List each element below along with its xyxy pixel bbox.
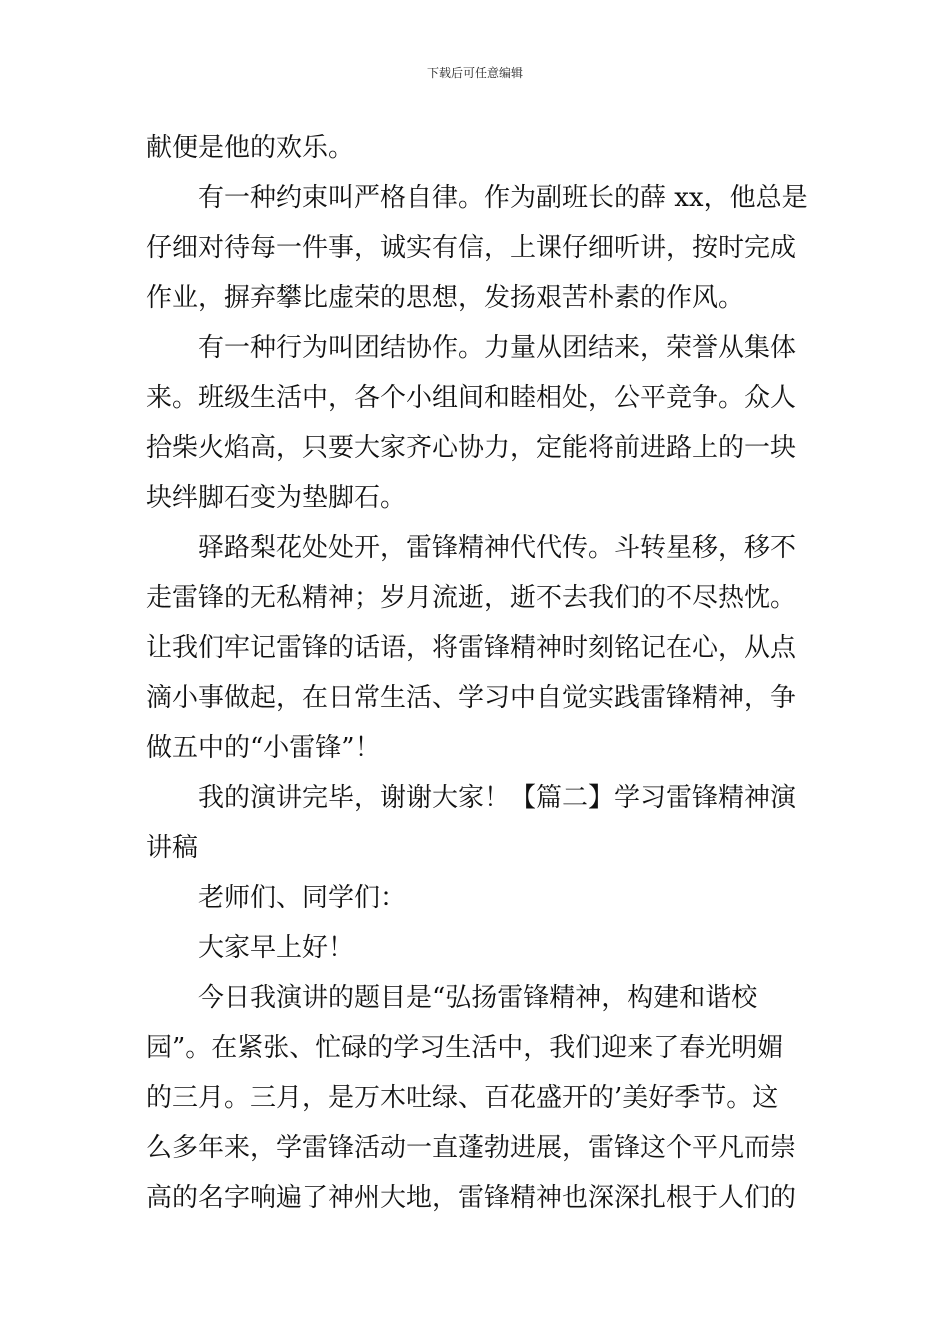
text-line: 我的演讲完毕，谢谢大家！【篇二】学习雷锋精神演 (198, 783, 797, 813)
text-line: 今日我演讲的题目是“弘扬雷锋精神，构建和谐校 (198, 983, 758, 1013)
text-line: 来。班级生活中，各个小组间和睦相处，公平竞争。众人 (146, 383, 797, 413)
text-line: 滴小事做起，在日常生活、学习中自觉实践雷锋精神，争 (146, 683, 797, 713)
text-line: 拾柴火焰高，只要大家齐心协力，定能将前进路上的一块 (146, 433, 797, 463)
text-line: 仔细对待每一件事，诚实有信，上课仔细听讲，按时完成 (146, 233, 797, 263)
text-line: 园”。在紧张、忙碌的学习生活中，我们迎来了春光明媚 (146, 1033, 784, 1063)
text-line: 的三月。三月，是万木吐绿、百花盛开的’美好季节。这 (146, 1083, 779, 1113)
text-line: 有一种约束叫严格自律。作为副班长的薛 xx，他总是 (198, 183, 808, 213)
text-line: 高的名字响遍了神州大地，雷锋精神也深深扎根于人们的 (146, 1183, 797, 1213)
text-line: 做五中的“小雷锋”！ (146, 733, 381, 763)
text-line: 有一种行为叫团结协作。力量从团结来，荣誉从集体 (198, 333, 797, 363)
page-header: 下载后可任意编辑 (426, 66, 523, 80)
text-line: 块绊脚石变为垫脚石。 (146, 483, 407, 513)
text-line: 么多年来，学雷锋活动一直蓬勃进展，雷锋这个平凡而崇 (146, 1133, 797, 1163)
text-line: 讲稿 (146, 833, 199, 863)
text-line: 献便是他的欢乐。 (146, 133, 355, 163)
text-line: 大家早上好！ (198, 933, 355, 963)
text-line: 驿路梨花处处开，雷锋精神代代传。斗转星移，移不 (198, 533, 797, 563)
text-line: 让我们牢记雷锋的话语，将雷锋精神时刻铭记在心，从点 (146, 633, 797, 663)
text-line: 老师们、同学们： (198, 883, 407, 913)
text-line: 走雷锋的无私精神；岁月流逝，逝不去我们的不尽热忱。 (146, 583, 797, 613)
text-line: 作业，摒弃攀比虚荣的思想，发扬艰苦朴素的作风。 (146, 283, 745, 313)
